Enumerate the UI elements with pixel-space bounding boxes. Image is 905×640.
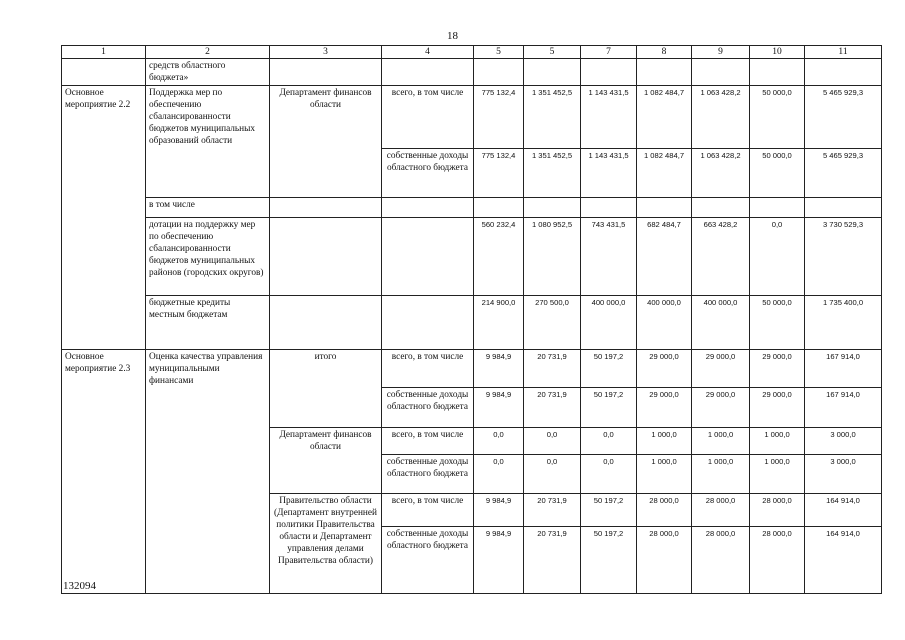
value-cell: 1 082 484,7 xyxy=(637,86,692,149)
value-cell: 29 000,0 xyxy=(750,349,805,388)
description-cell xyxy=(146,428,270,455)
value-cell: 50 197,2 xyxy=(581,493,637,526)
executor-cell xyxy=(270,454,382,493)
table-row xyxy=(62,86,882,149)
value-cell: 20 731,9 xyxy=(524,526,581,593)
value-cell xyxy=(637,59,692,86)
value-cell: 0,0 xyxy=(524,428,581,455)
description-cell xyxy=(146,148,270,197)
value-cell: 28 000,0 xyxy=(750,526,805,593)
budget-table xyxy=(61,45,882,594)
table-row xyxy=(62,454,882,493)
table-row xyxy=(62,295,882,349)
source-cell: собственные доходы областного бюджета xyxy=(382,454,474,493)
value-cell: 9 984,9 xyxy=(474,349,524,388)
executor-cell xyxy=(270,217,382,295)
value-cell xyxy=(692,59,750,86)
value-cell: 28 000,0 xyxy=(637,526,692,593)
source-cell: всего, в том числе xyxy=(382,349,474,388)
executor-cell xyxy=(270,148,382,197)
document-code: 132094 xyxy=(63,580,96,592)
value-cell: 28 000,0 xyxy=(692,526,750,593)
value-cell: 1 063 428,2 xyxy=(692,148,750,197)
value-cell: 1 000,0 xyxy=(637,454,692,493)
executor-cell: Департамент финансов области xyxy=(270,428,382,455)
event-cell xyxy=(62,217,146,295)
column-number: 2 xyxy=(146,46,270,59)
value-cell: 50 000,0 xyxy=(750,86,805,149)
value-cell: 9 984,9 xyxy=(474,388,524,428)
value-cell: 50 197,2 xyxy=(581,349,637,388)
value-cell: 50 197,2 xyxy=(581,526,637,593)
value-cell: 29 000,0 xyxy=(637,388,692,428)
description-cell xyxy=(146,454,270,493)
value-cell: 167 914,0 xyxy=(805,388,882,428)
event-cell xyxy=(62,493,146,526)
event-cell xyxy=(62,197,146,217)
table-row xyxy=(62,349,882,388)
source-cell xyxy=(382,197,474,217)
source-cell: собственные доходы областного бюджета xyxy=(382,148,474,197)
value-cell: 167 914,0 xyxy=(805,349,882,388)
column-number: 7 xyxy=(581,46,637,59)
value-cell: 28 000,0 xyxy=(637,493,692,526)
value-cell: 29 000,0 xyxy=(692,388,750,428)
value-cell: 9 984,9 xyxy=(474,526,524,593)
column-number: 5 xyxy=(474,46,524,59)
description-cell xyxy=(146,388,270,428)
source-cell: всего, в том числе xyxy=(382,428,474,455)
table-row xyxy=(62,428,882,455)
value-cell: 0,0 xyxy=(524,454,581,493)
value-cell: 0,0 xyxy=(750,217,805,295)
value-cell: 743 431,5 xyxy=(581,217,637,295)
description-cell: в том числе xyxy=(146,197,270,217)
value-cell: 775 132,4 xyxy=(474,148,524,197)
event-cell: Основное мероприятие 2.3 xyxy=(62,349,146,388)
column-number: 3 xyxy=(270,46,382,59)
table-row xyxy=(62,217,882,295)
value-cell: 1 143 431,5 xyxy=(581,86,637,149)
event-cell xyxy=(62,148,146,197)
executor-cell xyxy=(270,388,382,428)
value-cell: 1 000,0 xyxy=(692,454,750,493)
value-cell: 29 000,0 xyxy=(637,349,692,388)
table-row xyxy=(62,197,882,217)
source-cell: собственные доходы областного бюджета xyxy=(382,526,474,593)
value-cell: 0,0 xyxy=(474,428,524,455)
executor-cell: Правительство области (Департамент внутренней политики Правительства области и Департамент управления делами Правительства области) xyxy=(270,493,382,593)
value-cell: 28 000,0 xyxy=(692,493,750,526)
source-cell xyxy=(382,217,474,295)
value-cell: 3 000,0 xyxy=(805,428,882,455)
column-number: 1 xyxy=(62,46,146,59)
value-cell: 29 000,0 xyxy=(692,349,750,388)
table-row xyxy=(62,148,882,197)
value-cell xyxy=(581,197,637,217)
event-cell xyxy=(62,59,146,86)
column-number: 10 xyxy=(750,46,805,59)
value-cell xyxy=(524,59,581,86)
value-cell: 400 000,0 xyxy=(637,295,692,349)
event-cell xyxy=(62,428,146,455)
value-cell xyxy=(692,197,750,217)
description-cell: Поддержка мер по обеспечению сбалансированности бюджетов муниципальных образований области xyxy=(146,86,270,149)
table-row xyxy=(62,526,882,593)
value-cell: 28 000,0 xyxy=(750,493,805,526)
value-cell: 50 197,2 xyxy=(581,388,637,428)
column-number: 8 xyxy=(637,46,692,59)
event-cell: Основное мероприятие 2.2 xyxy=(62,86,146,149)
value-cell xyxy=(750,59,805,86)
description-cell xyxy=(146,493,270,526)
description-cell: Оценка качества управления муниципальными финансами xyxy=(146,349,270,388)
column-number: 4 xyxy=(382,46,474,59)
value-cell: 400 000,0 xyxy=(692,295,750,349)
table-row xyxy=(62,493,882,526)
value-cell: 1 000,0 xyxy=(692,428,750,455)
value-cell: 20 731,9 xyxy=(524,349,581,388)
value-cell: 5 465 929,3 xyxy=(805,86,882,149)
value-cell: 1 080 952,5 xyxy=(524,217,581,295)
value-cell: 775 132,4 xyxy=(474,86,524,149)
value-cell xyxy=(750,197,805,217)
executor-cell: Департамент финансов области xyxy=(270,86,382,149)
value-cell: 20 731,9 xyxy=(524,493,581,526)
executor-cell xyxy=(270,197,382,217)
value-cell xyxy=(581,59,637,86)
value-cell: 164 914,0 xyxy=(805,493,882,526)
value-cell xyxy=(805,59,882,86)
column-number: 5 xyxy=(524,46,581,59)
value-cell: 1 143 431,5 xyxy=(581,148,637,197)
value-cell: 164 914,0 xyxy=(805,526,882,593)
value-cell: 1 082 484,7 xyxy=(637,148,692,197)
value-cell: 1 000,0 xyxy=(750,428,805,455)
value-cell: 1 063 428,2 xyxy=(692,86,750,149)
value-cell: 0,0 xyxy=(474,454,524,493)
value-cell: 1 351 452,5 xyxy=(524,86,581,149)
page-number: 18 xyxy=(447,30,458,42)
description-cell: дотации на поддержку мер по обеспечению сбалансированности бюджетов муниципальных районов (городских округов) xyxy=(146,217,270,295)
table-row xyxy=(62,59,882,86)
value-cell: 214 900,0 xyxy=(474,295,524,349)
source-cell xyxy=(382,295,474,349)
event-cell xyxy=(62,295,146,349)
event-cell xyxy=(62,388,146,428)
value-cell: 400 000,0 xyxy=(581,295,637,349)
column-number-row xyxy=(62,46,882,59)
column-number: 11 xyxy=(805,46,882,59)
value-cell xyxy=(637,197,692,217)
value-cell xyxy=(474,197,524,217)
value-cell xyxy=(805,197,882,217)
value-cell xyxy=(524,197,581,217)
value-cell: 1 000,0 xyxy=(637,428,692,455)
source-cell: всего, в том числе xyxy=(382,86,474,149)
value-cell: 663 428,2 xyxy=(692,217,750,295)
value-cell: 9 984,9 xyxy=(474,493,524,526)
value-cell: 3 000,0 xyxy=(805,454,882,493)
executor-cell: итого xyxy=(270,349,382,388)
value-cell: 29 000,0 xyxy=(750,388,805,428)
value-cell: 50 000,0 xyxy=(750,148,805,197)
value-cell: 1 000,0 xyxy=(750,454,805,493)
value-cell: 270 500,0 xyxy=(524,295,581,349)
description-cell: бюджетные кредиты местным бюджетам xyxy=(146,295,270,349)
description-cell xyxy=(146,526,270,593)
value-cell: 3 730 529,3 xyxy=(805,217,882,295)
executor-cell xyxy=(270,295,382,349)
value-cell xyxy=(474,59,524,86)
value-cell: 50 000,0 xyxy=(750,295,805,349)
value-cell: 0,0 xyxy=(581,428,637,455)
value-cell: 560 232,4 xyxy=(474,217,524,295)
value-cell: 682 484,7 xyxy=(637,217,692,295)
executor-cell xyxy=(270,59,382,86)
source-cell: собственные доходы областного бюджета xyxy=(382,388,474,428)
column-number: 9 xyxy=(692,46,750,59)
table-row xyxy=(62,388,882,428)
event-cell xyxy=(62,454,146,493)
value-cell: 1 351 452,5 xyxy=(524,148,581,197)
value-cell: 1 735 400,0 xyxy=(805,295,882,349)
value-cell: 5 465 929,3 xyxy=(805,148,882,197)
value-cell: 20 731,9 xyxy=(524,388,581,428)
description-cell: средств областного бюджета» xyxy=(146,59,270,86)
source-cell: всего, в том числе xyxy=(382,493,474,526)
source-cell xyxy=(382,59,474,86)
value-cell: 0,0 xyxy=(581,454,637,493)
